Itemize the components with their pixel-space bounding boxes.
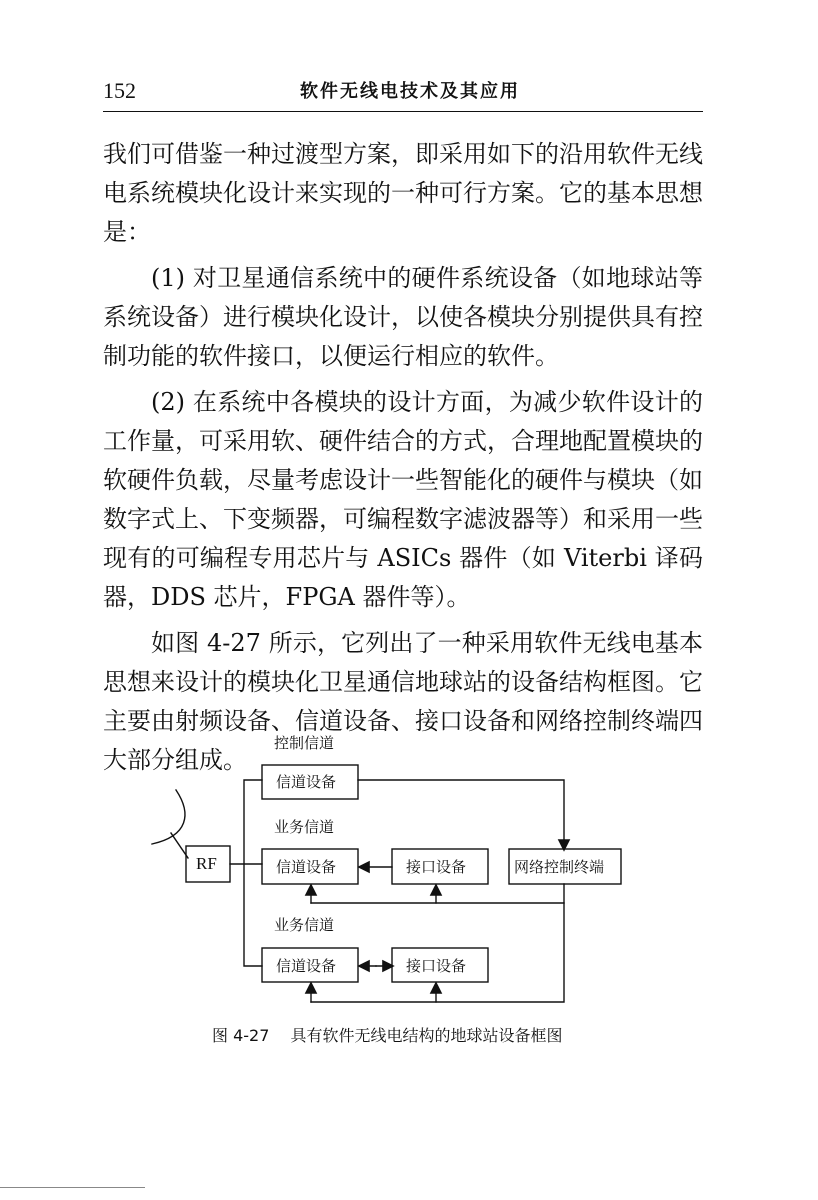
control-channel-equipment-label: 信道设备 <box>276 773 337 791</box>
interface-equipment-label-1: 接口设备 <box>406 858 467 876</box>
page-number: 152 <box>103 78 136 103</box>
service-channel-label-1: 业务信道 <box>274 818 335 836</box>
header-rule <box>103 111 703 112</box>
interface-equipment-label-2: 接口设备 <box>406 957 467 975</box>
figure-caption-title: 具有软件无线电结构的地球站设备框图 <box>290 1026 563 1045</box>
control-channel-label: 控制信道 <box>274 734 335 752</box>
running-header-title: 软件无线电技术及其应用 <box>300 81 520 102</box>
earth-station-block-diagram <box>140 728 660 1058</box>
service-channel-label-2: 业务信道 <box>274 916 335 934</box>
scan-edge-mark <box>0 1187 145 1188</box>
body-text <box>103 135 703 787</box>
network-control-to-service-channel-2-feedback <box>311 903 564 1002</box>
service-channel-equipment-label-1: 信道设备 <box>276 858 337 876</box>
network-control-to-service-channel-1-feedback <box>311 884 564 903</box>
network-control-terminal-label: 网络控制终端 <box>514 858 605 876</box>
block-diagram-svg <box>140 728 660 1028</box>
paragraph-point-2: (2) 在系统中各模块的设计方面，为减少软件设计的工作量，可采用软、硬件结合的方式，合理地配置模块的软硬件负载，尽量考虑设计一些智能化的硬件与模块（如数字式上、下变频器，可编程数字滤波器等）和采用一些现有的可编程专用芯片与 ASICs 器件（如 Viterbi 译码器，DDS 芯片，FPGA 器件等）。 <box>103 388 703 611</box>
paragraph-figure-description: 如图 4-27 所示，它列出了一种采用软件无线电基本思想来设计的模块化卫星通信地球站的设备结构框图。它主要由射频设备、信道设备、接口设备和网络控制终端四大部分组成。 <box>103 629 703 774</box>
figure-caption <box>212 1026 632 1046</box>
control-channel-to-network-control-arrow <box>358 780 564 849</box>
antenna-symbol <box>152 790 185 844</box>
rf-label: RF <box>196 854 217 873</box>
paragraph-introduction: 我们可借鉴一种过渡型方案，即采用如下的沿用软件无线电系统模块化设计来实现的一种可行方案。它的基本思想是： <box>103 140 703 246</box>
rf-to-channel-bus <box>230 780 262 966</box>
paragraph-point-1: (1) 对卫星通信系统中的硬件系统设备（如地球站等系统设备）进行模块化设计，以使各模块分别提供具有控制功能的软件接口，以便运行相应的软件。 <box>103 264 703 370</box>
figure-caption-number: 图 4-27 <box>212 1026 270 1045</box>
service-channel-equipment-label-2: 信道设备 <box>276 957 337 975</box>
